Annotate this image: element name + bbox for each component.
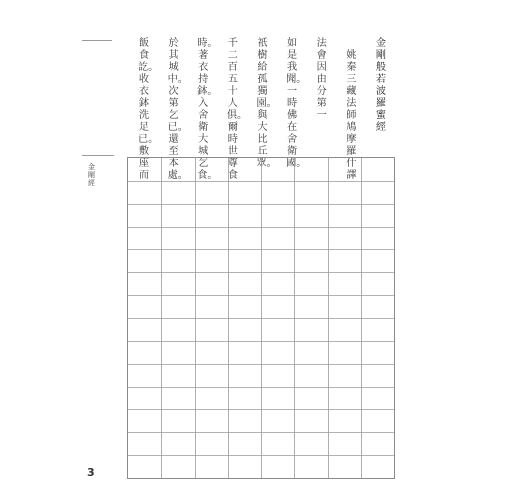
chapter-heading: 法會因由分第一 <box>316 38 327 121</box>
side-margin-rule <box>82 155 114 156</box>
text-column <box>160 38 188 181</box>
text-line: 於其城中。次第乞已。還至本處。 <box>167 38 188 181</box>
sutra-title: 金剛般若波羅蜜經 <box>375 38 387 133</box>
running-title: 金剛經 <box>88 163 95 187</box>
page-number: 3 <box>87 466 95 479</box>
text-line: 飯食訖。收衣鉢洗足已。敷座而 <box>138 38 159 181</box>
text-line: 時。著衣持鉢。入舍衛大城乞食。 <box>197 38 218 181</box>
top-margin-rule <box>82 40 112 41</box>
sutra-text-block <box>130 38 395 181</box>
copying-practice-grid[interactable] <box>127 157 395 479</box>
text-line: 如是我聞。一時佛在舍衛國。 <box>286 38 307 169</box>
text-line: 祇樹給孤獨園。與大比丘眾。 <box>256 38 277 169</box>
text-line: 千二百五十人俱。爾時世尊食 <box>226 38 248 181</box>
text-column <box>278 38 307 169</box>
translator-credit: 姚秦三藏法師鳩摩羅什譯 <box>346 50 357 181</box>
sutra-title-column <box>367 38 395 156</box>
text-column <box>189 38 218 181</box>
text-column <box>249 38 277 169</box>
grid-lines <box>128 158 394 478</box>
text-column <box>130 38 159 181</box>
chapter-heading-column <box>308 38 336 156</box>
text-column <box>219 38 248 181</box>
translator-column <box>337 38 365 181</box>
